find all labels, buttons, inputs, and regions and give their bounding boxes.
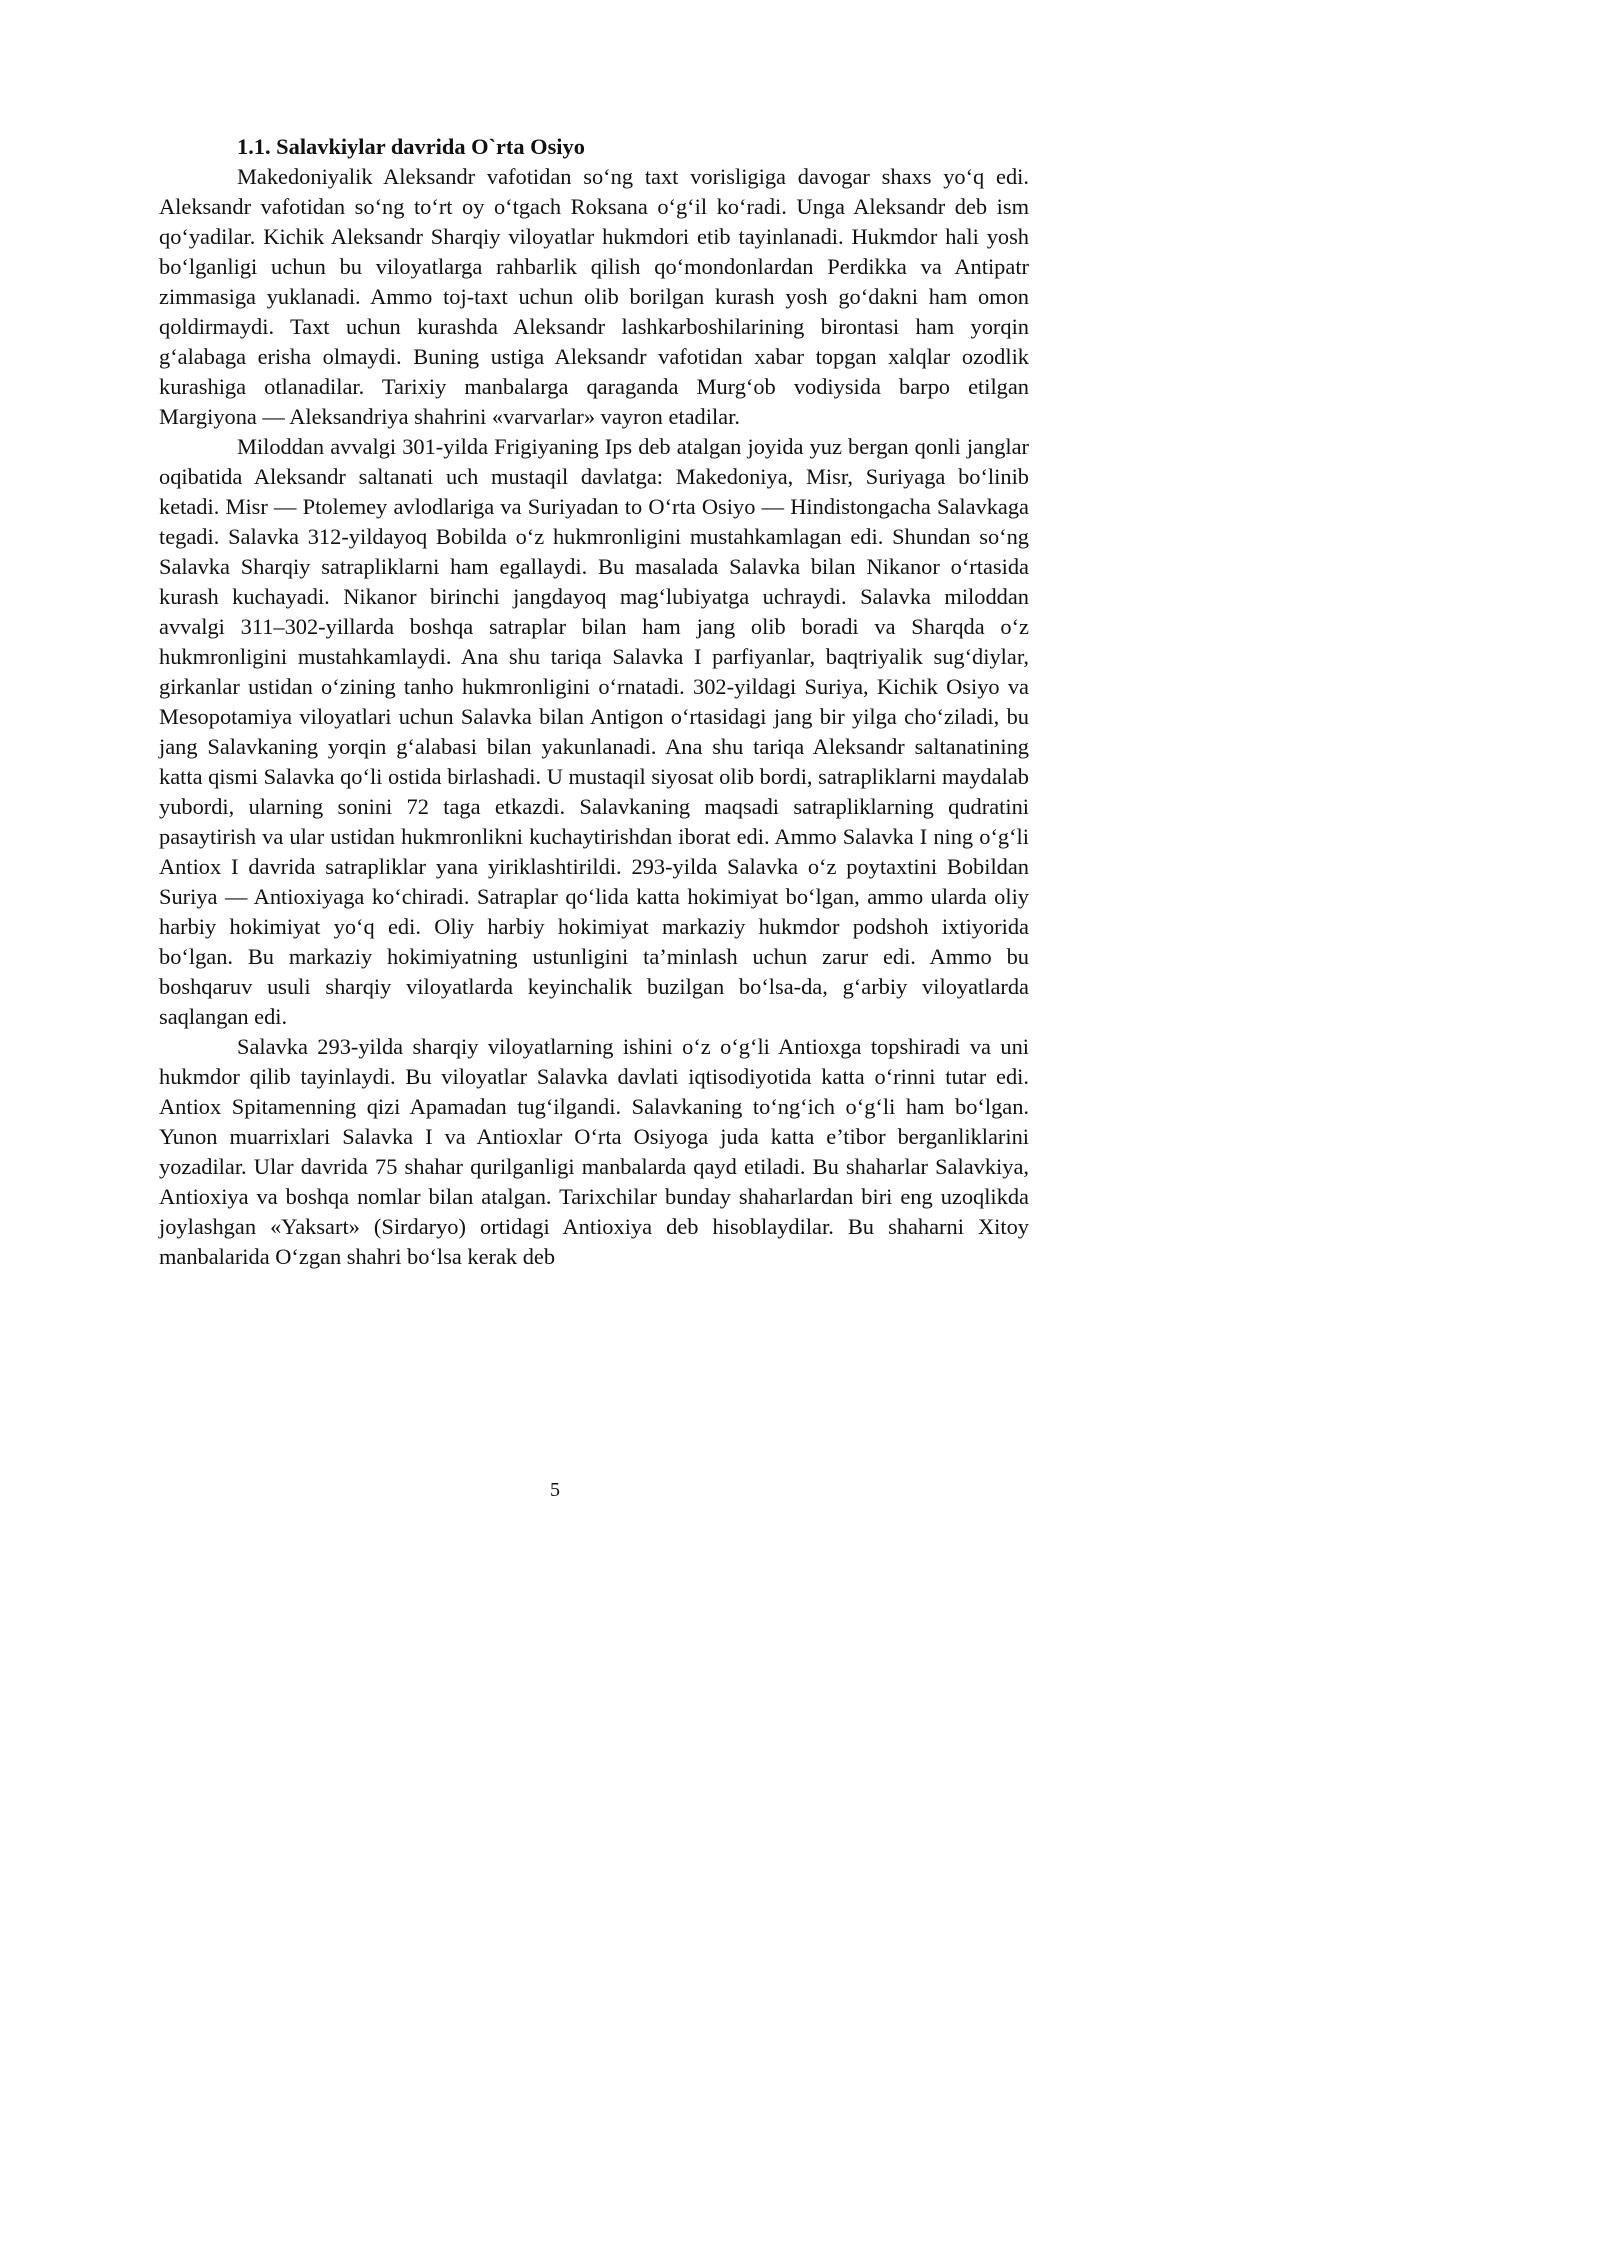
paragraph-3: Salavka 293-yilda sharqiy viloyatlarning ishini o‘z o‘g‘li Antioxga topshiradi va uni hukmdor qilib tayinlaydi. Bu viloyatlar Salavka davlati iqtisodiyotida katta o‘rinni tutar edi. Antiox Spitamenning qizi Apamadan tug‘ilgandi. Salavkaning to‘ng‘ich o‘g‘li ham bo‘lgan. Yunon muarrixlari Salavka I va Antioxlar O‘rta Osiyoga juda katta e’tibor berganliklarini yozadilar. Ular davrida 75 shahar qurilganligi manbalarda qayd etiladi. Bu shaharlar Salavkiya, Antioxiya va boshqa nomlar bilan atalgan. Tarixchilar bunday shaharlardan biri eng uzoqlikda joylashgan «Yaksart» (Sirdaryo) ortidagi Antioxiya deb hisoblaydilar. Bu shaharni Xitoy manbalarida O‘zgan shahri bo‘lsa kerak deb bbox=[159, 1034, 1029, 1269]
paragraph-1: Makedoniyalik Aleksandr vafotidan so‘ng taxt vorisligiga davogar shaxs yo‘q edi. Aleksandr vafotidan so‘ng to‘rt oy o‘tgach Roksana o‘g‘il ko‘radi. Unga Aleksandr deb ism qo‘yadilar. Kichik Aleksandr Sharqiy viloyatlar hukmdori etib tayinlanadi. Hukmdor hali yosh bo‘lganligi uchun bu viloyatlarga rahbarlik qilish qo‘mondonlardan Perdikka va Antipatr zimmasiga yuklanadi. Ammo toj-taxt uchun olib borilgan kurash yosh go‘dakni ham omon qoldirmaydi. Taxt uchun kurashda Aleksandr lashkarboshilarining birontasi ham yorqin g‘alabaga erisha olmaydi. Buning ustiga Aleksandr vafotidan xabar topgan xalqlar ozodlik kurashiga otlanadilar. Tarixiy manbalarga qaraganda Murg‘ob vodiysida barpo etilgan Margiyona — Aleksandriya shahrini «varvarlar» vayron etadilar. bbox=[159, 164, 1029, 429]
document-page bbox=[0, 0, 1110, 1570]
page-body bbox=[159, 132, 1029, 1272]
page-number: 5 bbox=[550, 1479, 560, 1501]
section-heading: 1.1. Salavkiylar davrida O`rta Osiyo bbox=[237, 134, 585, 159]
paragraph-2: Miloddan avvalgi 301-yilda Frigiyaning Ips deb atalgan joyida yuz bergan qonli janglar oqibatida Aleksandr saltanati uch mustaqil davlatga: Makedoniya, Misr, Suriyaga bo‘linib ketadi. Misr — Ptolemey avlodlariga va Suriyadan to O‘rta Osiyo — Hindistongacha Salavkaga tegadi. Salavka 312-yildayoq Bobilda o‘z hukmronligini mustahkamlagan edi. Shundan so‘ng Salavka Sharqiy satrapliklarni ham egallaydi. Bu masalada Salavka bilan Nikanor o‘rtasida kurash kuchayadi. Nikanor birinchi jangdayoq mag‘lubiyatga uchraydi. Salavka miloddan avvalgi 311–302-yillarda boshqa satraplar bilan ham jang olib boradi va Sharqda o‘z hukmronligini mustahkamlaydi. Ana shu tariqa Salavka I parfiyanlar, baqtriyalik sug‘diylar, girkanlar ustidan o‘zining tanho hukmronligini o‘rnatadi. 302-yildagi Suriya, Kichik Osiyo va Mesopotamiya viloyatlari uchun Salavka bilan Antigon o‘rtasidagi jang bir yilga cho‘ziladi, bu jang Salavkaning yorqin g‘alabasi bilan yakunlanadi. Ana shu tariqa Aleksandr saltanatining katta qismi Salavka qo‘li ostida birlashadi. U mustaqil siyosat olib bordi, satrapliklarni maydalab yubordi, ularning sonini 72 taga etkazdi. Salavkaning maqsadi satrapliklarning qudratini pasaytirish va ular ustidan hukmronlikni kuchaytirishdan iborat edi. Ammo Salavka I ning o‘g‘li Antiox I davrida satrapliklar yana yiriklashtirildi. 293-yilda Salavka o‘z poytaxtini Bobildan Suriya — Antioxiyaga ko‘chiradi. Satraplar qo‘lida katta hokimiyat bo‘lgan, ammo ularda oliy harbiy hokimiyat yo‘q edi. Oliy harbiy hokimiyat markaziy hukmdor podshoh ixtiyorida bo‘lgan. Bu markaziy hokimiyatning ustunligini ta’minlash uchun zarur edi. Ammo bu boshqaruv usuli sharqiy viloyatlarda keyinchalik buzilgan bo‘lsa-da, g‘arbiy viloyatlarda saqlangan edi. bbox=[159, 434, 1029, 1029]
